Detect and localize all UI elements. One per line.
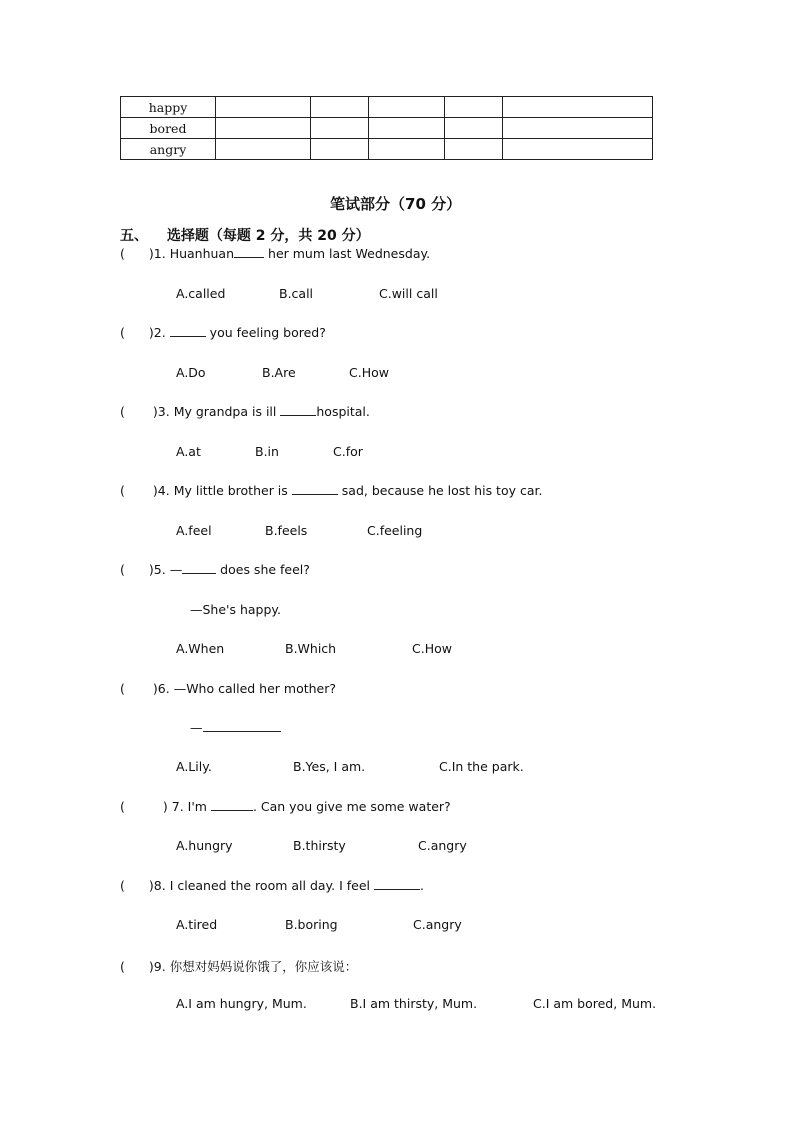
options-4-a xyxy=(176,523,212,538)
question-text-before: 你想对妈妈说你饿了，你应该说： xyxy=(169,959,358,974)
options-1-c xyxy=(379,286,438,301)
table-cell xyxy=(445,139,503,160)
options-8-a xyxy=(176,917,217,932)
question-number: )5. xyxy=(148,562,166,577)
question-number: )9. xyxy=(148,959,166,974)
question-7 xyxy=(120,799,451,814)
fill-blank[interactable] xyxy=(203,720,281,732)
table-cell xyxy=(503,139,653,160)
option-c[interactable]: C.In the park. xyxy=(439,759,524,774)
answer-paren-open: ( xyxy=(120,799,125,814)
table-cell xyxy=(311,118,369,139)
options-5-c xyxy=(412,641,452,656)
options-9-c xyxy=(533,996,656,1011)
section-heading xyxy=(120,225,370,245)
question-text-before: My little brother is xyxy=(173,483,288,498)
option-b[interactable]: B.in xyxy=(255,444,279,459)
answer-paren-open: ( xyxy=(120,878,125,893)
table-cell xyxy=(369,118,445,139)
table-cell xyxy=(216,97,311,118)
question-9 xyxy=(120,957,357,975)
table-cell xyxy=(369,139,445,160)
options-6-a xyxy=(176,759,212,774)
table-row xyxy=(121,97,653,118)
question-number: )8. xyxy=(148,878,166,893)
fill-blank[interactable] xyxy=(182,562,216,574)
question-number: )2. xyxy=(148,325,166,340)
options-2-b xyxy=(262,365,296,380)
fill-blank[interactable] xyxy=(374,878,420,890)
options-8-b xyxy=(285,917,338,932)
answer-paren-open: ( xyxy=(120,325,125,340)
table-cell-feeling: happy xyxy=(121,97,216,118)
question-text-before: I cleaned the room all day. I feel xyxy=(169,878,371,893)
options-7-b xyxy=(293,838,346,853)
option-b[interactable]: B.thirsty xyxy=(293,838,346,853)
question-number: )3. xyxy=(152,404,170,419)
table-cell xyxy=(311,97,369,118)
table-cell xyxy=(503,97,653,118)
options-4-b xyxy=(265,523,307,538)
option-c[interactable]: C.feeling xyxy=(367,523,423,538)
question-2 xyxy=(120,325,326,340)
question-number: )6. xyxy=(152,681,170,696)
option-b[interactable]: B.I am thirsty, Mum. xyxy=(350,996,478,1011)
options-6-c xyxy=(439,759,524,774)
options-2-a xyxy=(176,365,206,380)
answer-paren-open: ( xyxy=(120,246,125,261)
option-a[interactable]: A.at xyxy=(176,444,201,459)
answer-paren-open: ( xyxy=(120,562,125,577)
question-text-before: — xyxy=(169,562,183,577)
options-3-c xyxy=(333,444,363,459)
fill-blank[interactable] xyxy=(280,404,316,416)
options-4-c xyxy=(367,523,422,538)
options-5-b xyxy=(285,641,336,656)
option-b[interactable]: B.Which xyxy=(285,641,337,656)
option-a[interactable]: A.Do xyxy=(176,365,206,380)
question-text-after: her mum last Wednesday. xyxy=(268,246,431,261)
options-7-a xyxy=(176,838,233,853)
option-b[interactable]: B.Yes, I am. xyxy=(293,759,366,774)
fill-blank[interactable] xyxy=(234,246,264,258)
question-5 xyxy=(120,562,310,577)
question-text-before: Huanhuan xyxy=(169,246,235,261)
option-a[interactable]: A.called xyxy=(176,286,226,301)
answer-paren-open: ( xyxy=(120,483,125,498)
question-text-after: does she feel? xyxy=(220,562,310,577)
table-cell xyxy=(311,139,369,160)
table-cell xyxy=(445,118,503,139)
question-1 xyxy=(120,246,430,261)
option-a[interactable]: A.feel xyxy=(176,523,212,538)
section-number: 五、 xyxy=(120,228,148,244)
table-cell xyxy=(216,139,311,160)
question-number: ) 7. xyxy=(162,799,184,814)
options-1-b xyxy=(279,286,313,301)
table-cell xyxy=(369,97,445,118)
options-1 xyxy=(176,286,225,301)
fill-blank[interactable] xyxy=(211,799,253,811)
option-c[interactable]: C.for xyxy=(333,444,363,459)
section-title: 选择题（每题 2 分，共 20 分） xyxy=(166,228,370,244)
reply-dash: — xyxy=(190,720,203,735)
answer-paren-open: ( xyxy=(120,681,125,696)
fill-blank[interactable] xyxy=(292,483,338,495)
part-title: 笔试部分（70 分） xyxy=(330,195,462,213)
answer-paren-open: ( xyxy=(120,959,125,974)
question-text-after: . xyxy=(420,878,424,893)
table-row xyxy=(121,139,653,160)
option-c[interactable]: C.How xyxy=(349,365,389,380)
option-b[interactable]: B.call xyxy=(279,286,314,301)
options-6-b xyxy=(293,759,365,774)
options-3-a xyxy=(176,444,201,459)
option-b[interactable]: B.Are xyxy=(262,365,296,380)
answer-paren-open: ( xyxy=(120,404,125,419)
option-b[interactable]: B.feels xyxy=(265,523,308,538)
options-2-c xyxy=(349,365,389,380)
option-a[interactable]: A.hungry xyxy=(176,838,233,853)
options-3-b xyxy=(255,444,279,459)
option-c[interactable]: C.will call xyxy=(379,286,438,301)
option-a[interactable]: A.I am hungry, Mum. xyxy=(176,996,307,1011)
option-b[interactable]: B.boring xyxy=(285,917,338,932)
question-number: )4. xyxy=(152,483,170,498)
option-a[interactable]: A.Lily. xyxy=(176,759,212,774)
question-text-before: —Who called her mother? xyxy=(173,681,337,696)
option-c[interactable]: C.angry xyxy=(418,838,467,853)
question-text-before: I'm xyxy=(187,799,207,814)
reply-6 xyxy=(190,720,281,735)
question-6 xyxy=(120,681,336,696)
option-c[interactable]: C.I am bored, Mum. xyxy=(533,996,657,1011)
table-cell xyxy=(216,118,311,139)
fill-blank[interactable] xyxy=(170,325,206,337)
table-row xyxy=(121,118,653,139)
option-c[interactable]: C.angry xyxy=(413,917,462,932)
table-cell-feeling: angry xyxy=(121,139,216,160)
option-a[interactable]: A.tired xyxy=(176,917,218,932)
question-3 xyxy=(120,404,370,419)
question-text-after: . Can you give me some water? xyxy=(252,799,451,814)
reply-5: —She's happy. xyxy=(190,602,282,617)
question-number: )1. xyxy=(148,246,166,261)
table-cell-feeling: bored xyxy=(121,118,216,139)
question-8 xyxy=(120,878,424,893)
question-text-after: sad, because he lost his toy car. xyxy=(341,483,543,498)
options-7-c xyxy=(418,838,467,853)
question-text-after: hospital. xyxy=(316,404,370,419)
question-text-before: My grandpa is ill xyxy=(173,404,277,419)
options-5-a xyxy=(176,641,224,656)
options-8-c xyxy=(413,917,462,932)
options-9-a xyxy=(176,996,307,1011)
options-9-b xyxy=(350,996,477,1011)
option-a[interactable]: A.When xyxy=(176,641,225,656)
option-c[interactable]: C.How xyxy=(412,641,452,656)
question-4 xyxy=(120,483,542,498)
table-cell xyxy=(445,97,503,118)
table-cell xyxy=(503,118,653,139)
feelings-table xyxy=(120,96,653,160)
question-text-after: you feeling bored? xyxy=(209,325,326,340)
